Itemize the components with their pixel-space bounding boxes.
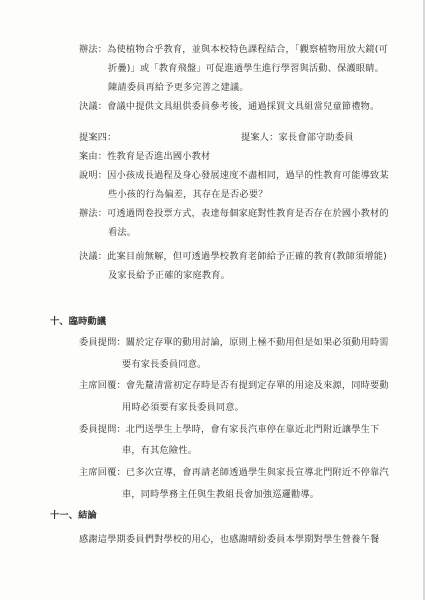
section-heading-conclusion: 十一、結論 (50, 510, 97, 521)
method-line-1: 辦法：可透過問卷投票方式，表達每個家庭對性教育是否存在於國小教材的 (79, 208, 389, 219)
section-heading-extempore: 十、臨時動議 (50, 316, 107, 327)
resolution-line-1: 決議：會議中提供文具組供委員參考後，通過採買文具組當兒童節禮物。 (79, 101, 380, 112)
conclusion-line-1: 感謝這學期委員們對學校的用心，也感謝晴紛委員本學期對學生營養午餐 (79, 534, 380, 545)
reply-1-line-2: 用時必須要有家長委員同意。 (122, 402, 245, 413)
measure-line-2: 折疊)」或「教育飛盤」可促進過學生進行學習與活動、保護眼睛。 (108, 63, 385, 74)
proposal-subject: 案由：性教育是否進出國小教材 (79, 151, 211, 162)
explanation-line-2: 些小孩的行為偏差，其存在是否必要？ (108, 189, 268, 200)
reply-1-line-1: 主席回覆：會先釐清當初定存時是否有提到定存單的用途及來源，同時要動 (79, 380, 389, 391)
measure-line-3: 陳請委員再給予更多完善之建議。 (108, 82, 249, 93)
measure-line-1: 辦法：為使植物合乎教育，並與本校特色課程結合，「觀察植物用放大鏡(可 (79, 44, 388, 55)
explanation-line-1: 說明：因小孩成長過程及身心發展速度不盡相同，過早的性教育可能導致某 (79, 170, 389, 181)
question-2-line-1: 委員提問：北門送學生上學時，會有家長汽車停在靠近北門附近讓學生下 (79, 424, 380, 435)
resolution-line-3: 及家長給予正確的家庭教育。 (108, 270, 231, 281)
proposer: 提案人：家長會部守助委員 (241, 132, 354, 143)
resolution-line-2: 決議：此案目前無解，但可透過學校教育老師給予正確的教育(教師須增能) (79, 251, 387, 262)
reply-2-line-1: 主席回覆：已多次宣導，會再請老師透過學生與家長宣導北門附近不停靠汽 (79, 467, 389, 478)
method-line-2: 看法。 (108, 227, 137, 238)
question-1-line-2: 要有家長委員同意。 (122, 359, 207, 370)
reply-2-line-2: 車，同時學務主任與生教組長會加強巡邏勸導。 (122, 489, 320, 500)
proposal-number: 提案四： (79, 132, 117, 143)
question-2-line-2: 車，有其危險性。 (122, 445, 198, 456)
question-1-line-1: 委員提問：關於定存單的動用討論，原則上極不動用但是如果必須動用時需 (79, 337, 389, 348)
